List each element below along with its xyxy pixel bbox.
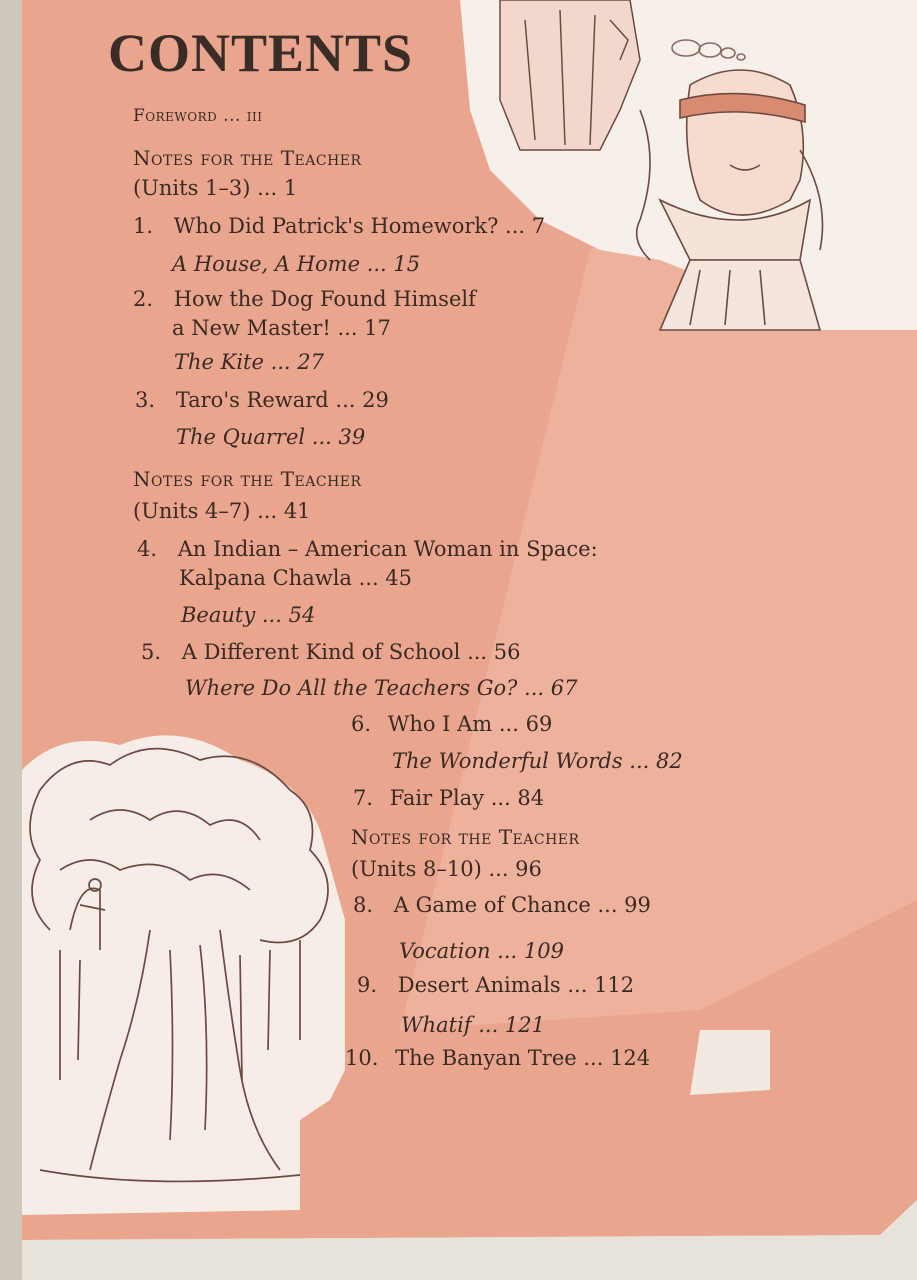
unit-number: 1. <box>133 214 154 238</box>
unit-number: 6. <box>351 712 372 736</box>
poem-entry-9: Whatif ... 121 <box>401 1013 546 1037</box>
unit-entry-5 <box>141 640 521 664</box>
poem-entry-4: Beauty ... 54 <box>181 603 316 627</box>
unit-number: 8. <box>353 893 374 917</box>
unit-entry-6 <box>351 712 552 736</box>
foreword-entry: Foreword ... iii <box>133 106 263 126</box>
page-title: CONTENTS <box>108 23 414 83</box>
tree-area <box>22 735 345 1215</box>
unit-title: Who I Am ... 69 <box>387 712 553 736</box>
lower-light-patch <box>690 1030 770 1095</box>
poem-entry-6: The Wonderful Words ... 82 <box>392 749 683 773</box>
notes-range-2: (Units 4–7) ... 41 <box>133 499 311 523</box>
spine-shadow <box>0 0 22 1280</box>
unit-number: 10. <box>345 1046 379 1070</box>
unit-entry-10 <box>345 1046 650 1070</box>
unit-title: Who Did Patrick's Homework? ... 7 <box>173 214 546 238</box>
notes-range-3: (Units 8–10) ... 96 <box>351 857 542 881</box>
unit-title: Fair Play ... 84 <box>389 786 545 810</box>
unit-title-line-2: a New Master! ... 17 <box>172 316 391 340</box>
notes-for-teacher-1: Notes for the Teacher <box>133 146 362 170</box>
unit-title: The Banyan Tree ... 124 <box>395 1046 651 1070</box>
notes-range-1: (Units 1–3) ... 1 <box>133 176 298 200</box>
unit-number: 4. <box>137 537 158 561</box>
unit-title: Desert Animals ... 112 <box>397 973 635 997</box>
unit-entry-2 <box>133 287 476 311</box>
unit-number: 7. <box>353 786 374 810</box>
poem-entry-2: The Kite ... 27 <box>174 350 325 374</box>
unit-number: 9. <box>357 973 378 997</box>
notes-for-teacher-2: Notes for the Teacher <box>133 467 362 491</box>
poem-entry-3: The Quarrel ... 39 <box>176 425 366 449</box>
poem-entry-1: A House, A Home ... 15 <box>172 252 421 276</box>
unit-number: 5. <box>141 640 162 664</box>
unit-title-line-2: Kalpana Chawla ... 45 <box>179 566 413 590</box>
unit-entry-3 <box>135 388 389 412</box>
poem-entry-8: Vocation ... 109 <box>399 939 564 963</box>
notes-for-teacher-3: Notes for the Teacher <box>351 825 580 849</box>
unit-entry-9 <box>357 973 634 997</box>
unit-entry-7 <box>353 786 544 810</box>
poem-entry-5: Where Do All the Teachers Go? ... 67 <box>185 676 578 700</box>
unit-number: 3. <box>135 388 156 412</box>
unit-title: Taro's Reward ... 29 <box>175 388 389 412</box>
unit-title: A Game of Chance ... 99 <box>393 893 651 917</box>
unit-entry-1 <box>133 214 545 238</box>
unit-title-line-1: How the Dog Found Himself <box>173 287 476 311</box>
unit-entry-8 <box>353 893 651 917</box>
unit-number: 2. <box>133 287 154 311</box>
unit-title: A Different Kind of School ... 56 <box>181 640 521 664</box>
unit-title-line-1: An Indian – American Woman in Space: <box>177 537 598 561</box>
unit-entry-4 <box>137 537 598 561</box>
